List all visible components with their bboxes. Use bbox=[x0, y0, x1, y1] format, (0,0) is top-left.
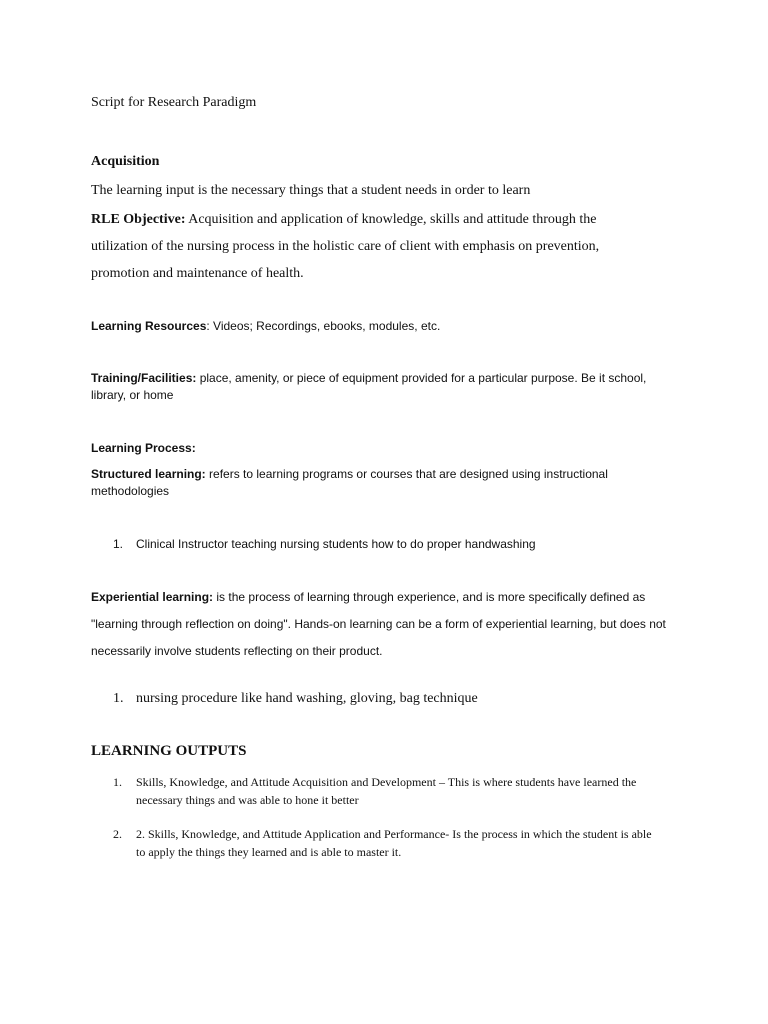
learning-resources-text: : Videos; Recordings, ebooks, modules, etc. bbox=[206, 319, 441, 333]
list-number: 1. bbox=[113, 537, 124, 551]
training-facilities-paragraph bbox=[91, 370, 676, 404]
learning-resources-paragraph bbox=[91, 317, 691, 335]
list-number: 1. bbox=[113, 691, 124, 706]
list-number: 2. bbox=[113, 827, 122, 841]
acquisition-heading: Acquisition bbox=[91, 154, 160, 169]
learning-resources-label: Learning Resources bbox=[91, 319, 207, 333]
list-item: nursing procedure like hand washing, gloving, bag technique bbox=[136, 691, 478, 706]
structured-learning-paragraph bbox=[91, 466, 651, 500]
document-title: Script for Research Paradigm bbox=[91, 95, 257, 110]
experiential-learning-label: Experiential learning: bbox=[91, 590, 214, 604]
list-number: 1. bbox=[113, 775, 122, 789]
rle-objective-text: Acquisition and application of knowledge, skills and attitude through the utilization of the nursing process in the holistic care of client with emphasis on prevention, promotion and maintenance of health. bbox=[91, 212, 600, 281]
rle-objective-label: RLE Objective: bbox=[91, 212, 186, 227]
experiential-learning-text: is the process of learning through experience, and is more specifically defined as "learning through reflection on doing". Hands-on learning can be a form of experiential learning, but does not necessarily involve students reflecting on their product. bbox=[91, 590, 666, 658]
training-facilities-label: Training/Facilities: bbox=[91, 371, 197, 385]
list-item: Clinical Instructor teaching nursing students how to do proper handwashing bbox=[136, 537, 536, 551]
learning-outputs-heading: LEARNING OUTPUTS bbox=[91, 743, 247, 759]
learning-input-text: The learning input is the necessary things that a student needs in order to learn bbox=[91, 183, 531, 198]
list-item: Skills, Knowledge, and Attitude Acquisition and Development – This is where students have learned the necessary things and was able to hone it better bbox=[136, 775, 637, 807]
learning-process-heading: Learning Process: bbox=[91, 441, 196, 455]
training-facilities-text: place, amenity, or piece of equipment provided for a particular purpose. Be it school, library, or home bbox=[91, 371, 647, 402]
structured-learning-text: refers to learning programs or courses that are designed using instructional methodologies bbox=[91, 467, 608, 498]
rle-objective-paragraph bbox=[91, 206, 656, 287]
list-item: 2. Skills, Knowledge, and Attitude Application and Performance- Is the process in which the student is able to apply the things they learned and is able to master it. bbox=[136, 827, 652, 859]
experiential-learning-paragraph bbox=[91, 584, 676, 665]
structured-learning-label: Structured learning: bbox=[91, 467, 206, 481]
